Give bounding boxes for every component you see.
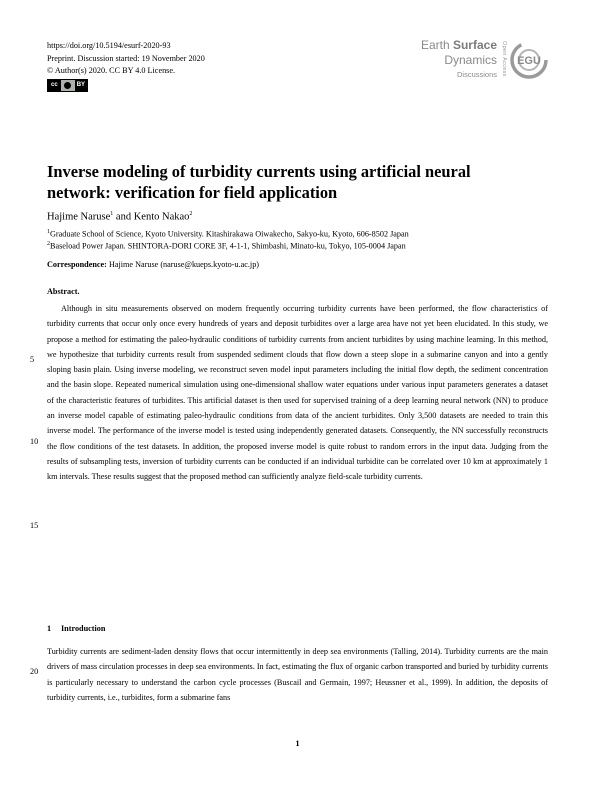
journal-logo — [399, 38, 549, 86]
egu-logo-icon — [509, 40, 549, 80]
section-heading — [47, 624, 105, 633]
page-number: 1 — [295, 738, 300, 748]
abstract-body: Although in situ measurements observed on modern frequently occurring turbidity currents have been performed, the flow characteristics of turbidity currents that occur only once every hundreds of years and deposit turbidites over a large area have not yet been elucidated. In this study, we propose a method for estimating the paleo-hydraulic conditions of turbidity currents from ancient turbidites by using machine learning. In this method, we hypothesize that turbidity currents result from suspended sediment clouds that flow down a steep slope in a submarine canyon and into a gently sloping basin plain. Using inverse modeling, we reconstruct seven model input parameters including the initial flow depth, the sediment concentration and the basin slope. Repeated numerical simulation using one-dimensional shallow water equations under various input parameters generates a dataset of the characteristic features of turbidites. This artificial dataset is then used for supervised training of a deep learning neural network (NN) to produce an inverse model capable of estimating paleo-hydraulic conditions from data of the ancient turbidites. Only 3,500 datasets are needed to train this inverse model. The performance of the inverse model is tested using independently generated datasets. Consequently, the NN successfully reconstructs the flow conditions of the test datasets. In addition, the proposed inverse model is quite robust to random errors in the input data. Judging from the results of subsampling tests, inversion of turbidity currents can be conducted if an individual turbidite can be correlated over 10 km at approximately 1 km intervals. These results suggest that the proposed method can sufficiently analyze field-scale turbidity currents. — [47, 304, 548, 482]
cc-badge-right: BY — [75, 80, 87, 91]
author-list: Hajime Naruse$^1$ and Kento Nakao$^2$ — [47, 211, 193, 223]
correspondence: Correspondence: Hajime Naruse (naruse@kueps.kyoto-u.ac.jp) — [47, 260, 260, 269]
affiliation-2: $^2$Baseload Power Japan. SHINTORA-DORI CORE 3F, 4-1-1, Shimbashi, Minato-ku, Tokyo, 105-0004 Japan — [47, 241, 406, 251]
line-number: 20 — [30, 667, 39, 676]
doi-link[interactable]: https://doi.org/10.5194/esurf-2020-93 — [47, 41, 171, 50]
introduction-body: Turbidity currents are sediment-laden density flows that occur intermittently in deep sea environments (Talling, 2014). Turbidity currents are the main drivers of mass circulation processes in deep sea environments. In fact, estimating the flux of organic carbon transported and buried by turbidity currents is particularly necessary to understand the carbon cycle processes (Buscail and Germain, 1997; Heussner et al., 1999). In addition, the deposits of turbidity currents, i.e., turbidites, form a submarine fans — [47, 647, 548, 702]
section-title: Introduction — [61, 624, 106, 633]
paper-title: Inverse modeling of turbidity currents using artificial neural network: verification for field application — [47, 162, 471, 202]
open-access-label: Open Access — [501, 41, 507, 77]
line-number: 5 — [30, 355, 35, 364]
cc-badge-left: cc — [48, 80, 61, 91]
section-number: 1 — [47, 624, 52, 633]
cc-by-badge[interactable] — [47, 79, 88, 92]
preprint-date: Preprint. Discussion started: 19 November 2020 — [47, 53, 205, 63]
journal-name-line2: Dynamics — [444, 53, 497, 67]
line-number: 15 — [30, 521, 39, 530]
author-1: Hajime Naruse — [47, 211, 111, 223]
affiliation-1: $^1$Graduate School of Science, Kyoto University. Kitashirakawa Oiwakecho, Sakyo-ku, Kyoto, 606-8502 Japan — [47, 229, 409, 239]
preprint-header — [47, 40, 205, 92]
journal-name-line1: Earth Surface — [420, 38, 497, 52]
license-text: © Author(s) 2020. CC BY 4.0 License. — [47, 66, 176, 75]
abstract-heading: Abstract. — [47, 287, 80, 296]
attribution-icon — [61, 80, 75, 91]
journal-name-line3: Discussions — [456, 70, 497, 79]
author-2: Kento Nakao — [133, 211, 190, 223]
line-number: 10 — [30, 437, 39, 446]
egu-logo-text: EGU — [517, 55, 541, 67]
